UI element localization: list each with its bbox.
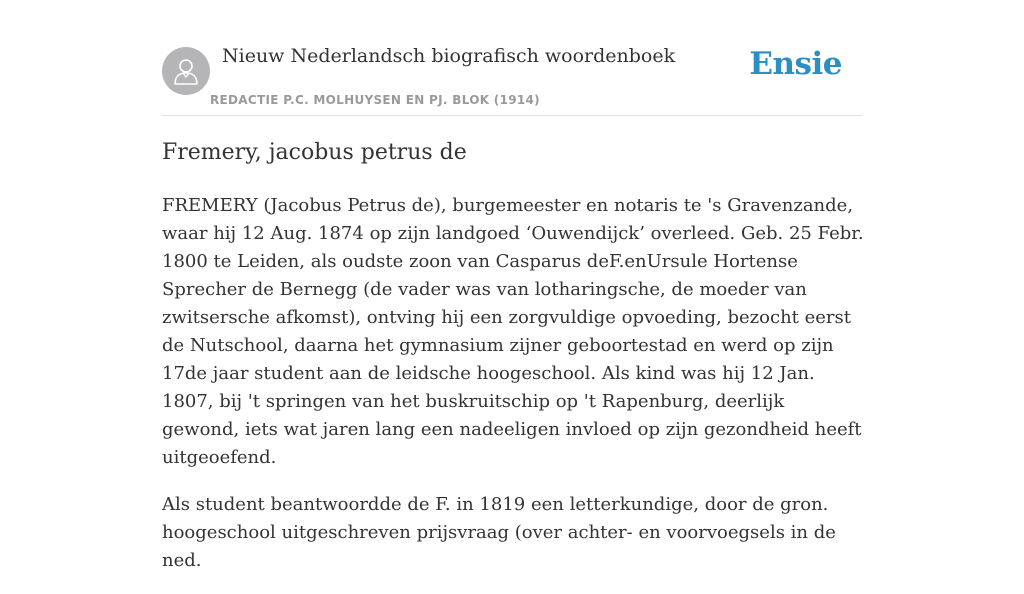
entry-paragraph: Als student beantwoordde de F. in 1819 een letterkundige, door de gron. hoogeschool uitgeschreven prijsvraag (over achter- en voorvoegsels in de ned. — [162, 494, 836, 571]
book-title-link[interactable]: Nieuw Nederlandsch biografisch woordenboek — [222, 45, 676, 67]
entry-body — [162, 192, 864, 594]
content-column — [162, 0, 864, 571]
entry-title: Fremery, jacobus petrus de — [162, 140, 467, 165]
ensie-logo[interactable]: Ensie — [749, 46, 842, 82]
avatar[interactable] — [162, 47, 210, 95]
book-editors: REDACTIE P.C. MOLHUYSEN EN PJ. BLOK (1914) — [210, 93, 540, 107]
user-placeholder-icon — [172, 56, 200, 86]
book-header — [162, 0, 862, 116]
entry-paragraph: FREMERY (Jacobus Petrus de), burgemeester en notaris te 's Gravenzande, waar hij 12 Aug. 1874 op zijn landgoed ‘Ouwendijck’ overleed. Geb. 25 Febr. 1800 te Leiden, als oudste zoon van Casparus deF.enUrsule Hortense Sprecher de Bernegg (de vader was van lotharingsche, de moeder van zwitsersche afkomst), ontving hij een zorgvuldige opvoeding, bezocht eerst de Nutschool, daarna het gymnasium zijner geboortestad en werd op zijn 17de jaar student aan de leidsche hoogeschool. Als kind was hij 12 Jan. 1807, bij 't springen van het buskruitschip op 't Rapenburg, deerlijk gewond, iets wat jaren lang een nadeeligen invloed op zijn gezondheid heeft uitgeoefend. — [162, 195, 864, 468]
